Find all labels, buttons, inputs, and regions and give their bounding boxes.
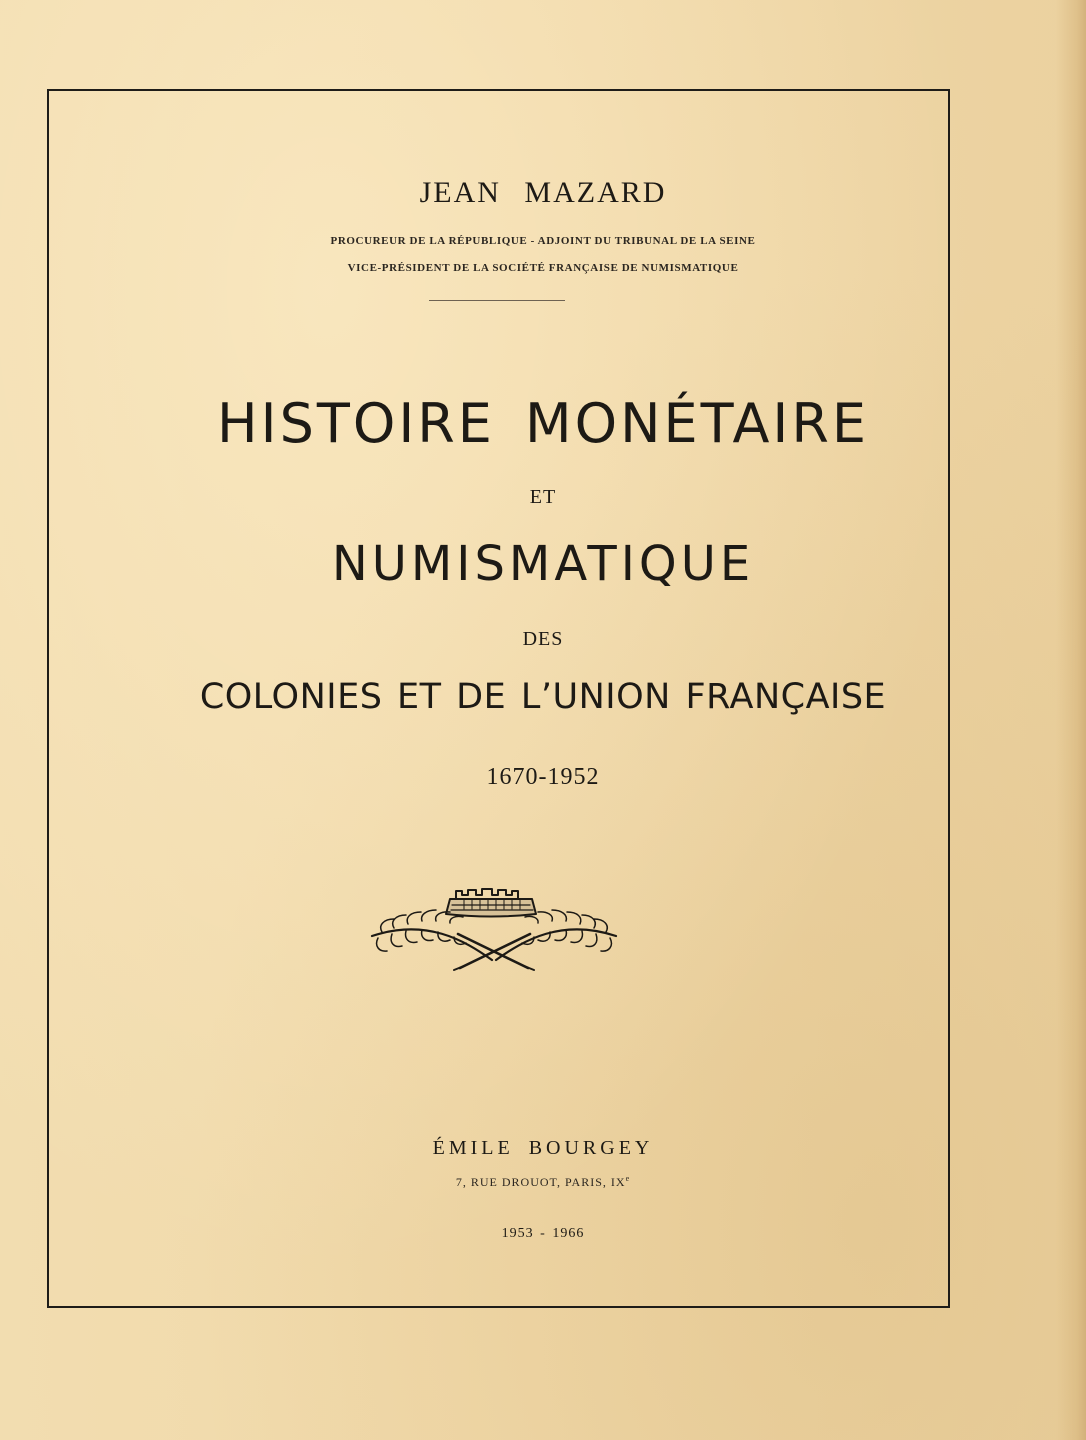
author-name: JEAN MAZARD xyxy=(419,176,667,209)
title-line-1: HISTOIRE MONÉTAIRE xyxy=(217,392,869,455)
publisher-address-superscript: e xyxy=(625,1174,631,1183)
divider-rule xyxy=(429,300,565,301)
publisher-name: ÉMILE BOURGEY xyxy=(432,1137,654,1159)
publisher-address xyxy=(0,1174,1086,1190)
title-connector-des: DES xyxy=(522,628,564,650)
title-line-2: NUMISMATIQUE xyxy=(331,536,755,592)
title-connector-et: ET xyxy=(529,486,557,508)
author-role-2: VICE-PRÉSIDENT DE LA SOCIÉTÉ FRANÇAISE DE NUMISMATIQUE xyxy=(347,262,739,274)
page-edge-shadow xyxy=(1056,0,1086,1440)
author-role-1: PROCUREUR DE LA RÉPUBLIQUE - ADJOINT DU TRIBUNAL DE LA SEINE xyxy=(330,235,756,247)
publication-dates: 1953 - 1966 xyxy=(501,1226,585,1241)
crown-palms-ornament-icon xyxy=(364,888,624,972)
publisher-address-text: 7, RUE DROUOT, PARIS, IX xyxy=(455,1175,626,1189)
year-range: 1670-1952 xyxy=(486,764,600,790)
title-line-3: COLONIES ET DE L’UNION FRANÇAISE xyxy=(199,677,887,717)
